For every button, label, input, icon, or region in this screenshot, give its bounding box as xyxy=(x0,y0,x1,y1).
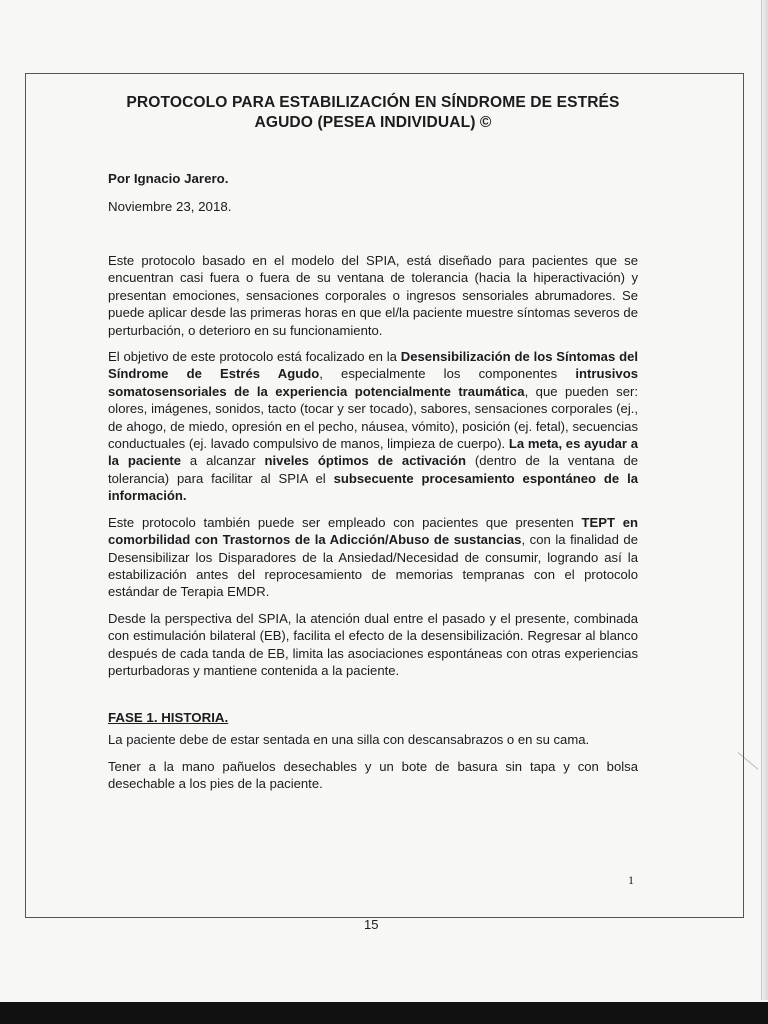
document-body xyxy=(108,93,638,793)
paragraph-phase-2: Tener a la mano pañuelos desechables y un bote de basura sin tapa y con bolsa desechable a los pies de la paciente. xyxy=(108,758,638,792)
title-line-2: AGUDO (PESEA INDIVIDUAL) © xyxy=(254,114,492,131)
scan-bottom-bar xyxy=(0,1002,768,1024)
paragraph-comorbidity xyxy=(108,514,638,601)
text-run: , especialmente los componentes xyxy=(319,366,576,382)
section-heading-fase-1: FASE 1. HISTORIA. xyxy=(108,710,229,726)
author: Por Ignacio Jarero. xyxy=(108,171,229,186)
title-line-1: PROTOCOLO PARA ESTABILIZACIÓN EN SÍNDROME DE ESTRÉS xyxy=(126,94,620,111)
bold-run: Desensibilización de los Síntomas del Síndrome de Estrés Agudo xyxy=(108,349,638,382)
paragraph-objective xyxy=(108,348,638,505)
scan-page-edge xyxy=(762,0,768,1000)
page-number-inner: 1 xyxy=(628,873,634,887)
bold-run: TEPT en comorbilidad con Trastornos de la Adicción/Abuso de sustancias xyxy=(108,514,638,548)
text-run: , que pueden ser: olores, imágenes, sonidos, tacto (tocar y ser tocado), sabores, sensaciones corporales (ej., de ahogo, de miedo, opresión en el pecho, náusea, vómito), posición (ej. fetal), secuencias conductuales (ej. lavado compulsivo de manos, limpieza de cuerpo). xyxy=(108,383,639,452)
bold-run: La meta, es ayudar a la paciente xyxy=(108,436,638,469)
bold-run: niveles óptimos de activación xyxy=(264,453,466,469)
page-number-outer: 15 xyxy=(364,917,379,932)
paragraph-spia: Desde la perspectiva del SPIA, la atención dual entre el pasado y el presente, combinada con estimulación bilateral (EB), facilita el efecto de la desensibilización. Regresar al blanco después de cada tanda de EB, limita las asociaciones espontáneas con otras experiencias perturbadoras y mantiene contenida a la paciente. xyxy=(108,610,638,678)
text-run: Este protocolo también puede ser empleado con pacientes que presenten xyxy=(108,514,582,530)
paragraph-phase-1: La paciente debe de estar sentada en una silla con descansabrazos o en su cama. xyxy=(108,732,590,748)
text-run: El objetivo de este protocolo está focalizado en la xyxy=(108,349,401,365)
paragraph-intro: Este protocolo basado en el modelo del SPIA, está diseñado para pacientes que se encuentran casi fuera o fuera de su ventana de tolerancia (hacia la hiperactivación) y presentan emociones, sensaciones corporales o ingresos sensoriales abrumadores. Se puede aplicar desde las primeras horas en que el/la paciente muestre síntomas severos de perturbación, o deterioro en su funcionamiento. xyxy=(108,253,638,338)
text-run: (dentro de la ventana de tolerancia) para facilitar al SPIA el xyxy=(108,453,639,486)
text-run: a alcanzar xyxy=(180,453,265,469)
date: Noviembre 23, 2018. xyxy=(108,199,232,214)
text-run: , con la finalidad de Desensibilizar los Disparadores de la Ansiedad/Necesidad de consumir, logrando así la estabilización antes del reprocesamiento de memorias tempranas con el protocolo estándar de Terapia EMDR. xyxy=(108,532,638,600)
document-title xyxy=(108,93,638,133)
bold-run: intrusivos somatosensoriales de la experiencia potencialmente traumática xyxy=(108,366,638,399)
bold-run: subsecuente procesamiento espontáneo de la información. xyxy=(108,470,639,504)
